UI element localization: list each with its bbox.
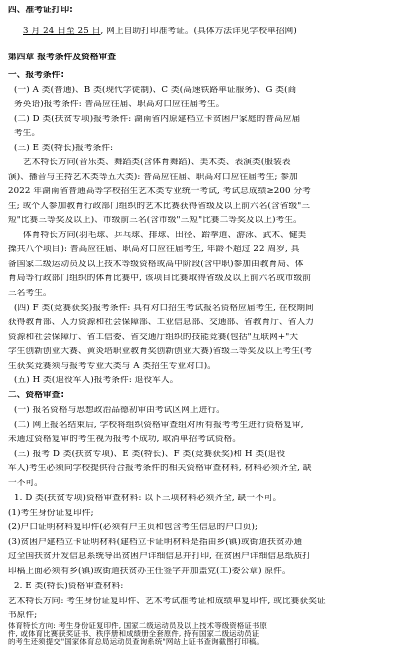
- d-materials-title: 1. D 类(扶贫专项)资格审查材料: 以下三项材料必须齐全, 缺一不可。: [14, 494, 282, 503]
- section-conditions-title: 一、报考条件:: [8, 71, 65, 80]
- cond-3-line-8: 备国家二级运动员及以上技术等级资格或高中阶段(含中职)参加由教育局、体: [8, 260, 304, 269]
- review-1: (一) 报名资格与思想政治品德初审由考试区网上进行。: [14, 406, 225, 415]
- d-material-3-line-2: 过全国扶贫开发信息系统导出贫困户详细信息并打印, 在贫困户详细信息纸质打: [8, 552, 312, 561]
- print-date: 3 月 24 日至 25 日: [23, 27, 101, 36]
- d-material-2: (2)户口证明材料复印件(必须有户主页和包含考生信息的户口页);: [8, 523, 259, 532]
- review-2-line-1: (二) 网上报名结束后, 学校将组织资格审查组对所有报考考生进行资格复审,: [14, 421, 304, 430]
- d-material-1: (1)考生身份证复印件;: [8, 509, 94, 518]
- review-3-line-2: 军人)考生必须向学校提供符合报考条件的相关资格审查材料, 材料必须齐全, 缺: [8, 464, 312, 473]
- cond-3-line-4: 生; 或个人参加教育行政部门组织的艺术比赛获得省级及以上前六名(含省级"三: [8, 202, 311, 211]
- chapter4-title: 第四章 报考条件及资格审查: [8, 53, 117, 62]
- cond-3-line-9: 育局等行政部门组织的体育比赛中, 该项目比赛取得省级及以上前六名或市级前: [8, 274, 312, 283]
- e-art-line-1: 艺术特长方向: 考生身份证复印件、艺术考试准考证和成绩单复印件, 或比赛获奖证: [8, 597, 326, 606]
- cond-3-line-5: 短"比赛三等奖及以上)、市级前三名(含市级"三短"比赛二等奖及以上)考生。: [8, 216, 302, 225]
- cond-4-line-3: 资源和社会保障厅、省工信委、省交通厅组织的技能竞赛(包括"互联网+"大: [8, 333, 299, 342]
- cond-2-line-1: (二) D 类(扶贫专项)报考条件: 湖南省内原建档立卡贫困户家庭的普高应届: [14, 115, 301, 124]
- print-date-rest: , 网上自助打印准考证。(具体方法详见学校单招网): [100, 27, 297, 36]
- cond-3-line-10: 三名考生。: [8, 289, 52, 298]
- print-date-line: [23, 27, 401, 36]
- cond-1-line-1: (一) A 类(普通)、B 类(现代学徒制)、C 类(高速铁路单证服务)、G 类(商: [14, 86, 297, 95]
- e-sport-line-3: 的考生还须提交"国家体育总局运动员查询系统"网站上证书查询截图打印稿。: [8, 638, 264, 646]
- cond-3-line-3: 2022 年湖南省普通高等学校招生艺术类专业统一考试, 考试总成绩≥200 分考: [8, 187, 312, 196]
- section4-title: 四、准考证打印:: [8, 6, 73, 15]
- d-material-3-line-1: (3)贫困户建档立卡证明材料(建档立卡证明材料是指由乡(镇)或街道扶贫办通: [8, 538, 303, 547]
- cond-3-line-7: 操共八个项目): 普高应往届、职高对口应往届考生, 年龄不超过 22 周岁, 具: [8, 245, 300, 254]
- review-3-line-1: (三) 报考 D 类(扶贫专项)、E 类(特长)、F 类(竞赛获奖)和 H 类(退役: [14, 450, 286, 459]
- e-art-line-2: 书原件;: [8, 611, 38, 620]
- review-2-line-2: 未通过资格复审的考生视为报考不成功, 取消单招考试资格。: [8, 435, 242, 444]
- section-review-title: 二、资格审查:: [8, 391, 65, 400]
- cond-3-line-1: 艺术特长方向(音乐类、舞蹈类(含体育舞蹈)、美术类、表演类(服装表: [23, 158, 291, 167]
- cond-2-line-2: 考生。: [14, 129, 41, 138]
- cond-4-line-5: 生获奖竞赛须与报考专业大类与 A 类招生专业对口)。: [8, 362, 216, 371]
- e-sport-line-1: 体育特长方向: 考生身份证复印件, 国家二级运动员及以上技术等级资格证书原: [8, 622, 267, 630]
- review-3-line-3: 一不可。: [8, 479, 43, 488]
- cond-1-line-2: 务英语)报考条件: 普高应往届、职高对口应往届考生。: [14, 100, 225, 109]
- cond-4-line-1: (四) F 类(竞赛获奖)报考条件: 具有对口招生考试报名资格应届考生, 在校期间: [14, 304, 314, 313]
- cond-4-line-2: 获得教育部、人力资源和社会保障部、工业信息部、交通部、省教育厅、省人力: [8, 318, 315, 327]
- e-materials-title: 2. E 类(特长)资格审查材料:: [14, 582, 124, 591]
- e-sport-line-2: 件, 或体育比赛获奖证书、秩序册和成绩册全套原件, 持有国家二级运动员证: [8, 630, 260, 638]
- d-material-3-line-3: 印稿上面必须有乡(镇)或街道扶贫办主任签字并加盖党(工)委公章) 原件。: [8, 567, 291, 576]
- cond-3-line-2: 演)、播音与主持艺术类等五大类): 普高应往届、职高对口应往届考生; 参加: [8, 173, 298, 182]
- cond-3-title: (三) E 类(特长)报考条件:: [14, 144, 114, 153]
- cond-4-line-4: 学生创新创业大赛、黄炎培职业教育奖创新创业大赛)省级三等奖及以上考生(考: [8, 347, 313, 356]
- cond-5-line: (五) H 类(退役军人)报考条件: 退役军人。: [14, 376, 179, 385]
- cond-3-line-6: 体育特长方向(羽毛球、乒乓球、排球、田径、跆拳道、游泳、武术、健美: [23, 231, 307, 240]
